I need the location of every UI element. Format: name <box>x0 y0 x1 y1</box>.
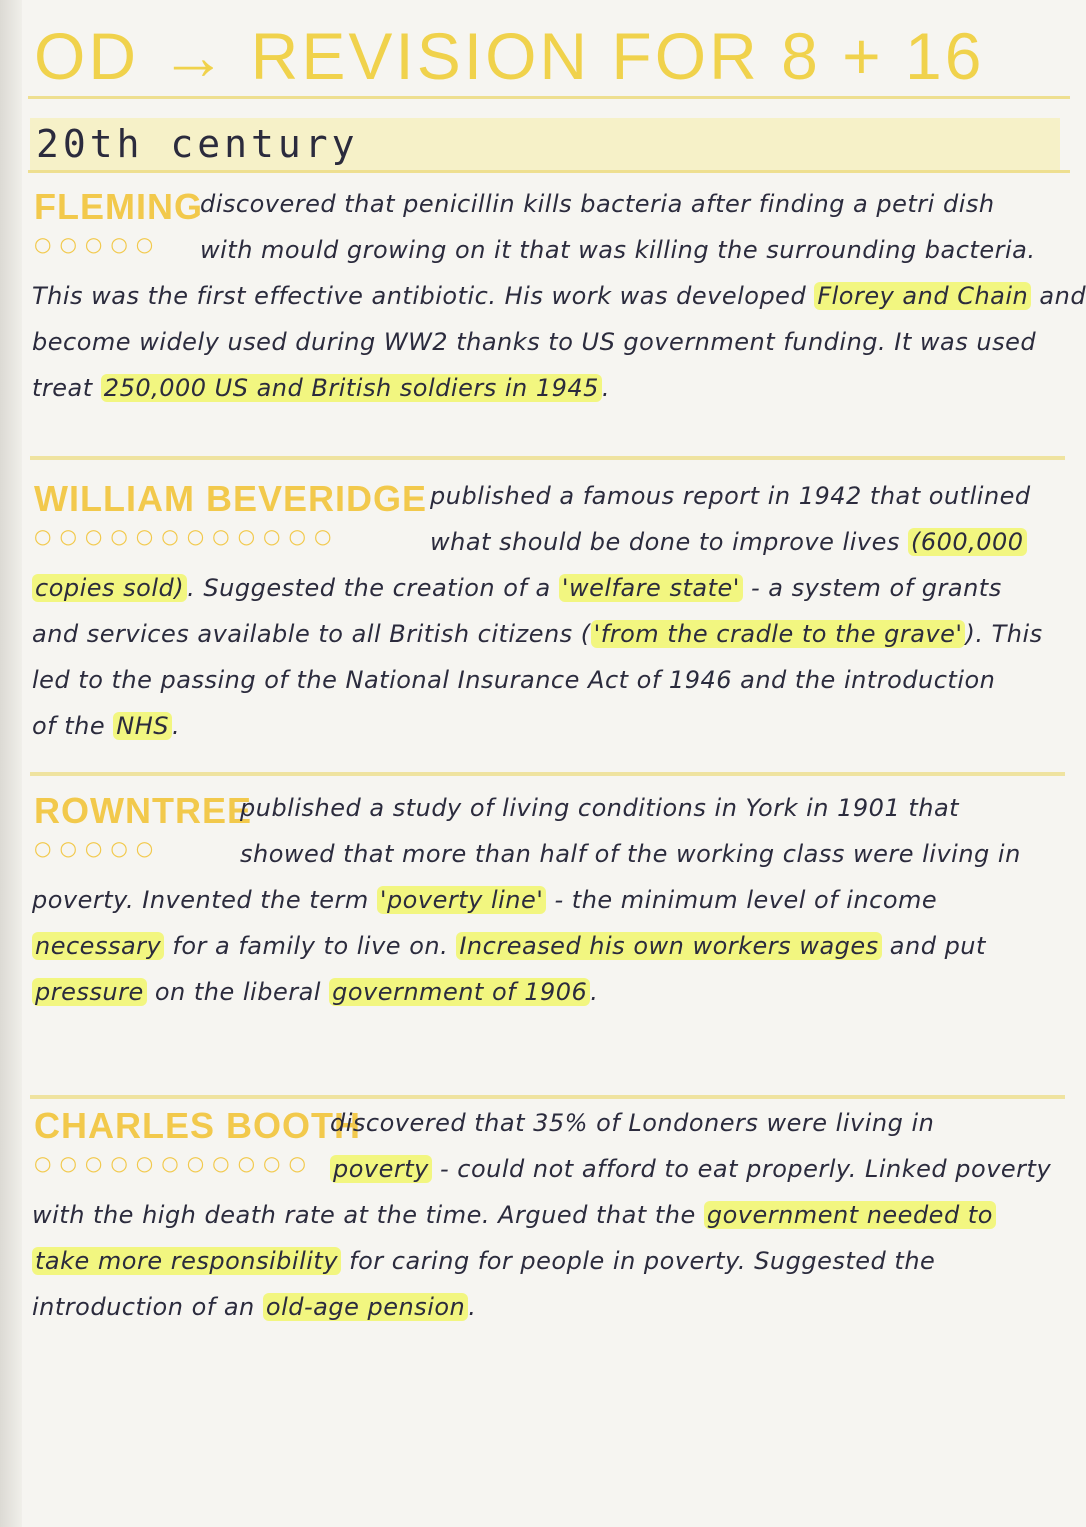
highlighted-text: 'from the cradle to the grave' <box>591 620 966 648</box>
text: become widely used during WW2 thanks to US government funding. It was used <box>32 328 1037 356</box>
text: discovered that penicillin kills bacteria after finding a petri dish <box>200 190 995 218</box>
note-line <box>200 190 995 218</box>
highlighted-text: government needed to <box>704 1201 996 1229</box>
text: . Suggested the creation of a <box>187 574 559 602</box>
text: - could not afford to eat properly. Linked poverty <box>431 1155 1052 1183</box>
text: and <box>1031 282 1086 310</box>
highlighted-text: poverty <box>330 1155 432 1183</box>
note-section <box>30 1105 1060 1365</box>
text: This was the first effective antibiotic. His work was developed <box>32 282 815 310</box>
notebook-edge <box>0 0 22 1527</box>
highlighted-text: (600,000 <box>908 528 1027 556</box>
note-line <box>200 236 1035 264</box>
text: what should be done to improve lives <box>430 528 908 556</box>
page-title: OD → REVISION FOR 8 + 16 <box>34 19 985 93</box>
section-divider <box>30 1095 1065 1099</box>
text: with the high death rate at the time. Argued that the <box>32 1201 704 1229</box>
note-line <box>430 528 1027 556</box>
text: and services available to all British citizens ( <box>32 620 591 648</box>
highlighted-text: Florey and Chain <box>814 282 1031 310</box>
circles-decoration: ○○○○○ <box>34 232 162 256</box>
highlighted-text: government of 1906 <box>329 978 590 1006</box>
note-line <box>32 932 986 960</box>
highlighted-text: take more responsibility <box>32 1247 341 1275</box>
subtitle-rule <box>28 170 1070 173</box>
text: . <box>590 978 599 1006</box>
section-name: ROWNTREE <box>34 790 252 831</box>
note-line <box>32 620 1043 648</box>
section-name: CHARLES BOOTH <box>34 1105 361 1146</box>
text: treat <box>32 374 101 402</box>
note-section <box>30 478 1060 738</box>
note-line <box>32 574 1002 602</box>
note-line <box>430 482 1031 510</box>
text: - a system of grants <box>742 574 1002 602</box>
note-line <box>32 886 937 914</box>
note-line <box>330 1109 934 1137</box>
title-rule <box>28 96 1070 99</box>
text: poverty. Invented the term <box>32 886 377 914</box>
text: introduction of an <box>32 1293 263 1321</box>
note-line <box>32 1201 996 1229</box>
note-line <box>32 1293 476 1321</box>
text: of the <box>32 712 114 740</box>
text: led to the passing of the National Insurance Act of 1946 and the introduction <box>32 666 996 694</box>
text: . <box>468 1293 477 1321</box>
note-line <box>32 712 180 740</box>
text: . <box>601 374 611 402</box>
circles-decoration: ○○○○○○○○○○○○ <box>34 524 340 548</box>
note-line <box>32 328 1036 356</box>
highlighted-text: 250,000 US and British soldiers in 1945 <box>101 374 602 402</box>
section-name: FLEMING <box>34 186 203 227</box>
text: on the liberal <box>146 978 330 1006</box>
note-line <box>240 840 1021 868</box>
section-divider <box>30 456 1065 460</box>
highlighted-text: 'poverty line' <box>377 886 547 914</box>
note-line <box>330 1155 1051 1183</box>
text: for a family to live on. <box>164 932 457 960</box>
note-line <box>32 1247 935 1275</box>
note-line <box>32 374 610 402</box>
section-name: WILLIAM BEVERIDGE <box>34 478 427 519</box>
note-section <box>30 790 1060 1050</box>
note-line <box>32 282 1086 310</box>
highlighted-text: necessary <box>32 932 164 960</box>
highlighted-text: Increased his own workers wages <box>456 932 881 960</box>
text: showed that more than half of the working class were living in <box>240 840 1021 868</box>
text: with mould growing on it that was killing the surrounding bacteria. <box>200 236 1036 264</box>
highlighted-text: 'welfare state' <box>559 574 743 602</box>
note-line <box>32 666 995 694</box>
circles-decoration: ○○○○○○○○○○○ <box>34 1151 314 1175</box>
text: published a famous report in 1942 that outlined <box>430 482 1031 510</box>
highlighted-text: NHS <box>113 712 172 740</box>
section-divider <box>30 772 1065 776</box>
note-line <box>32 978 598 1006</box>
text: - the minimum level of income <box>546 886 938 914</box>
text: ). This <box>965 620 1043 648</box>
text: and put <box>881 932 986 960</box>
highlighted-text: copies sold) <box>32 574 187 602</box>
note-section <box>30 186 1086 446</box>
text: for caring for people in poverty. Suggested the <box>341 1247 936 1275</box>
text: . <box>172 712 181 740</box>
text: published a study of living conditions in York in 1901 that <box>240 794 960 822</box>
circles-decoration: ○○○○○ <box>34 836 162 860</box>
text: discovered that 35% of Londoners were living in <box>330 1109 935 1137</box>
highlighted-text: pressure <box>32 978 147 1006</box>
highlighted-text: old-age pension <box>263 1293 468 1321</box>
note-line <box>240 794 959 822</box>
subtitle: 20th century <box>36 122 359 166</box>
